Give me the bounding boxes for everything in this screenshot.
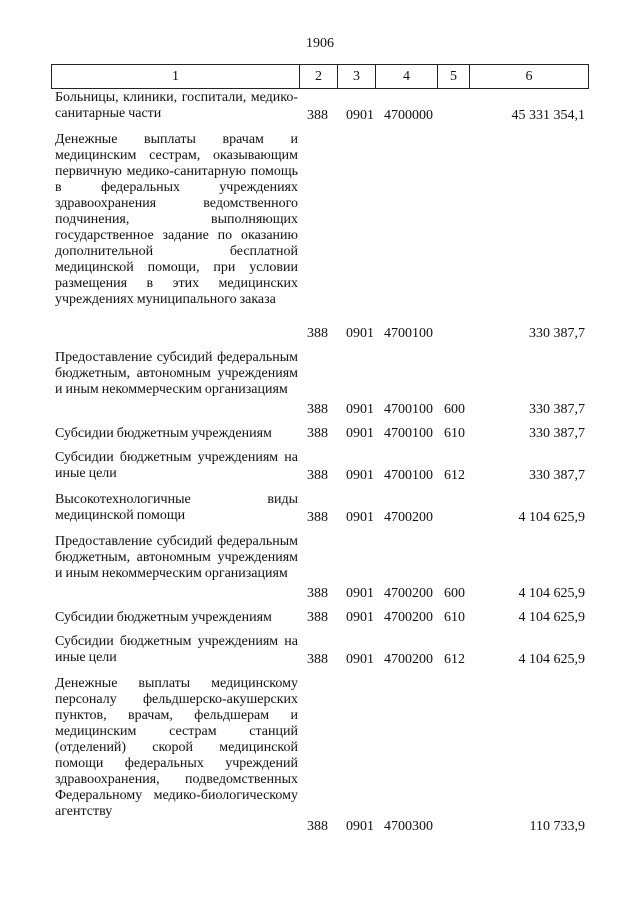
header-col-1: 1 — [52, 65, 300, 89]
row-ved: 388 — [307, 819, 328, 834]
page-number: 1906 — [306, 36, 334, 51]
row-description: Денежные выплаты медицинскому персоналу фельдшерско-акушерских пунктов, врачам, фельдшерам и медицинским сестрам станций (отделений) скорой медицинской помощи федеральных учреждений здравоохранения, подведомственных Федеральному медико-биологическому агентству — [55, 676, 298, 819]
row-ved: 388 — [307, 402, 328, 417]
row-description: Субсидии бюджетным учреждениям — [55, 426, 272, 441]
row-target-article: 4700100 — [384, 426, 433, 441]
header-col-3: 3 — [338, 65, 376, 89]
row-target-article: 4700000 — [384, 108, 433, 123]
row-section: 0901 — [346, 819, 374, 834]
row-section: 0901 — [346, 402, 374, 417]
row-sum: 45 331 354,1 — [511, 108, 585, 123]
row-description: Денежные выплаты врачам и медицинским сестрам, оказывающим первичную медико-санитарную помощь в федеральных учреждениях здравоохранения ведомственного подчинения, выполняющих государственное задание по оказанию дополнительной бесплатной медицинской помощи, при условии размещения в этих медицинских учреждениях муниципального заказа — [55, 132, 298, 307]
column-header-table — [51, 64, 589, 89]
row-expense-type: 612 — [444, 652, 465, 667]
row-expense-type: 600 — [444, 402, 465, 417]
row-target-article: 4700100 — [384, 402, 433, 417]
row-description: Субсидии бюджетным учреждениям на иные цели — [55, 450, 298, 481]
row-section: 0901 — [346, 326, 374, 341]
row-expense-type: 610 — [444, 610, 465, 625]
row-ved: 388 — [307, 468, 328, 483]
row-section: 0901 — [346, 510, 374, 525]
header-col-6: 6 — [470, 65, 589, 89]
row-section: 0901 — [346, 468, 374, 483]
row-ved: 388 — [307, 510, 328, 525]
row-ved: 388 — [307, 108, 328, 123]
row-ved: 388 — [307, 426, 328, 441]
row-sum: 330 387,7 — [529, 468, 585, 483]
row-expense-type: 612 — [444, 468, 465, 483]
row-target-article: 4700100 — [384, 326, 433, 341]
row-description: Высокотехнологичные виды медицинской помощи — [55, 492, 298, 523]
row-target-article: 4700200 — [384, 652, 433, 667]
row-sum: 4 104 625,9 — [518, 652, 585, 667]
row-ved: 388 — [307, 326, 328, 341]
header-col-4: 4 — [376, 65, 438, 89]
row-section: 0901 — [346, 108, 374, 123]
row-section: 0901 — [346, 586, 374, 601]
row-ved: 388 — [307, 610, 328, 625]
row-target-article: 4700100 — [384, 468, 433, 483]
row-description: Больницы, клиники, госпитали, медико-санитарные части — [55, 90, 298, 121]
row-section: 0901 — [346, 652, 374, 667]
row-sum: 330 387,7 — [529, 426, 585, 441]
row-description: Предоставление субсидий федеральным бюджетным, автономным учреждениям и иным некоммерческим организациям — [55, 534, 298, 581]
row-sum: 110 733,9 — [529, 819, 585, 834]
row-description: Субсидии бюджетным учреждениям — [55, 610, 272, 625]
row-sum: 330 387,7 — [529, 402, 585, 417]
row-section: 0901 — [346, 610, 374, 625]
row-sum: 4 104 625,9 — [518, 610, 585, 625]
row-ved: 388 — [307, 586, 328, 601]
row-target-article: 4700300 — [384, 819, 433, 834]
row-section: 0901 — [346, 426, 374, 441]
row-sum: 4 104 625,9 — [518, 586, 585, 601]
header-col-5: 5 — [438, 65, 470, 89]
row-expense-type: 600 — [444, 586, 465, 601]
row-description: Субсидии бюджетным учреждениям на иные цели — [55, 634, 298, 665]
header-col-2: 2 — [300, 65, 338, 89]
row-sum: 4 104 625,9 — [518, 510, 585, 525]
row-target-article: 4700200 — [384, 586, 433, 601]
row-target-article: 4700200 — [384, 510, 433, 525]
row-sum: 330 387,7 — [529, 326, 585, 341]
row-description: Предоставление субсидий федеральным бюджетным, автономным учреждениям и иным некоммерческим организациям — [55, 350, 298, 397]
row-expense-type: 610 — [444, 426, 465, 441]
row-target-article: 4700200 — [384, 610, 433, 625]
row-ved: 388 — [307, 652, 328, 667]
